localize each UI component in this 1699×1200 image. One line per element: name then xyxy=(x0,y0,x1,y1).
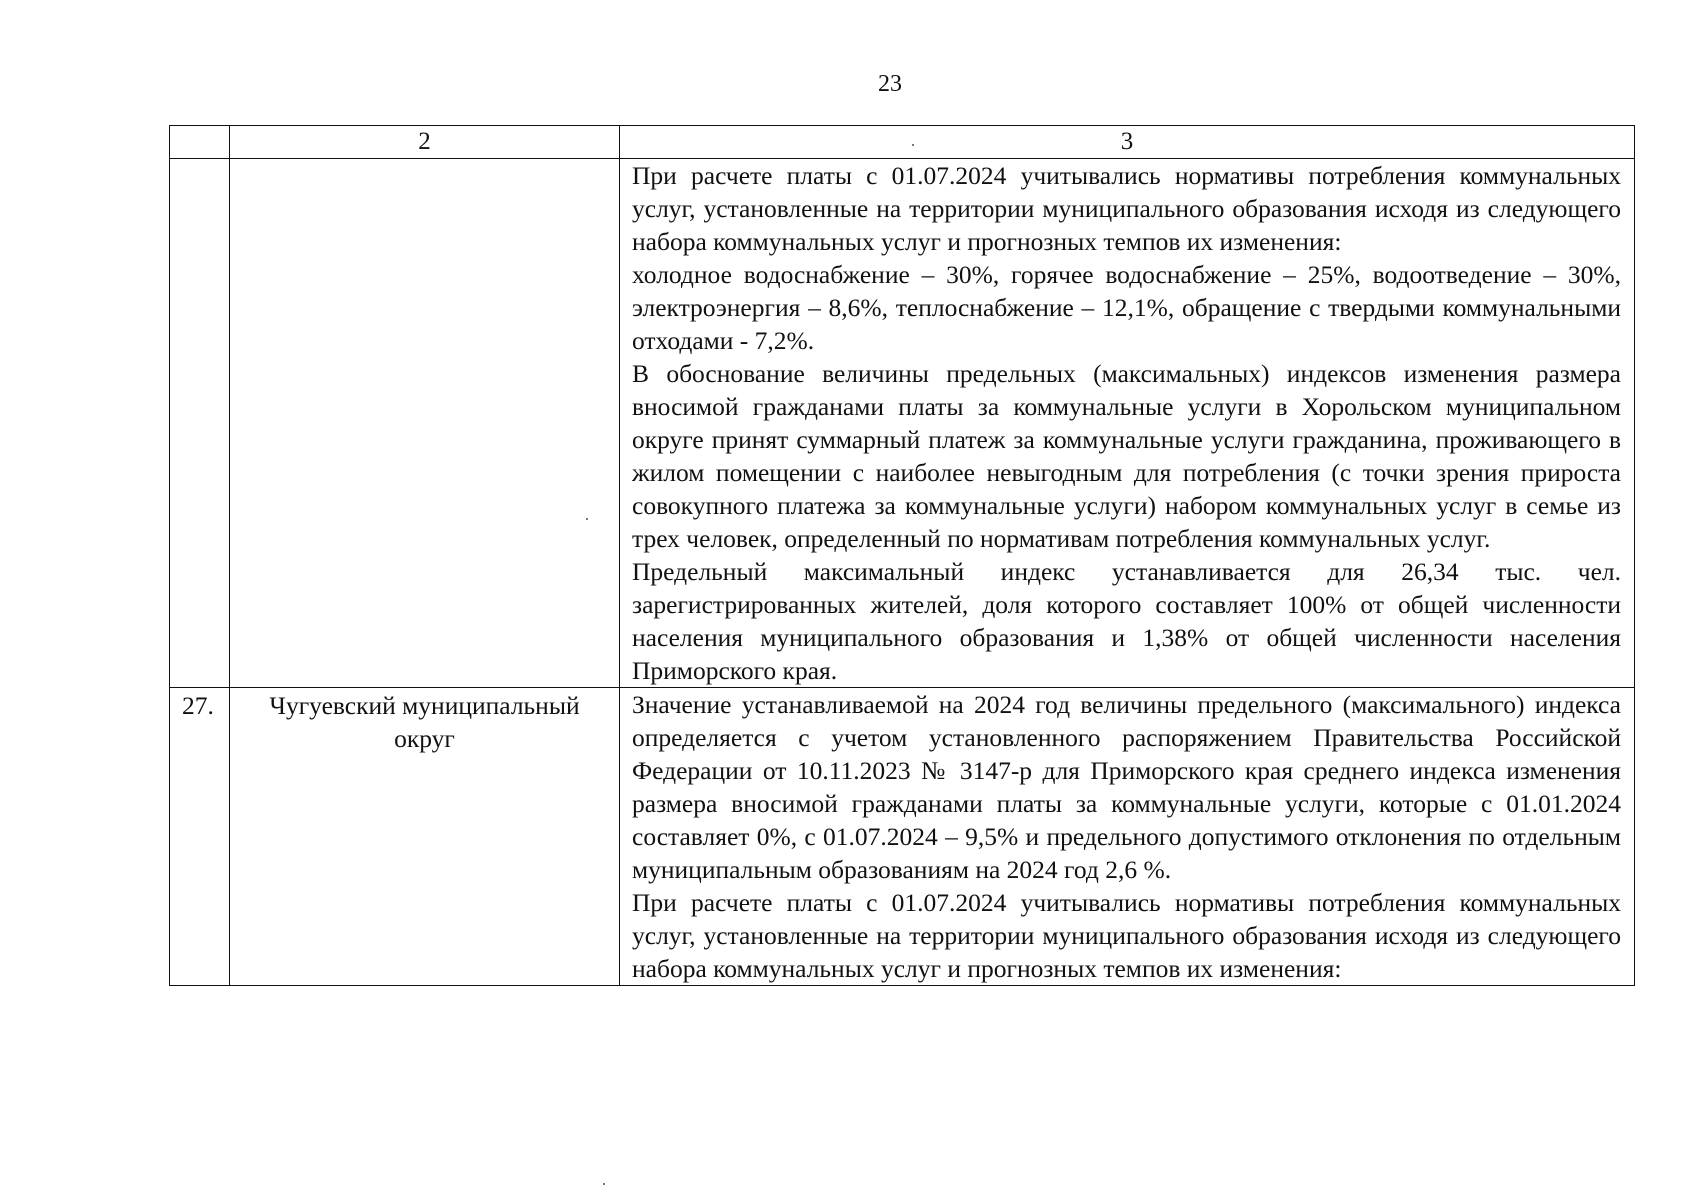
paragraph: Предельный максимальный индекс устанавливается для 26,34 тыс. чел. зарегистрированных жителей, доля которого составляет 100% от общей численности населения муниципального образования и 1,38% от общей численности населения Приморского края. xyxy=(632,557,1621,685)
header-cell-number xyxy=(170,126,230,159)
table-row xyxy=(170,159,1635,688)
paragraph: При расчете платы с 01.07.2024 учитывались нормативы потребления коммунальных услуг, установленные на территории муниципального образования исходя из следующего набора коммунальных услуг и прогнозных темпов их изменения: xyxy=(632,161,1621,256)
document-table xyxy=(169,125,1635,986)
row-number-cell: 27. xyxy=(170,688,230,986)
table-row xyxy=(170,688,1635,986)
row-name-cell xyxy=(230,159,620,688)
scan-speck xyxy=(603,1183,605,1185)
row-number-cell xyxy=(170,159,230,688)
header-cell-name: 2 xyxy=(230,126,620,159)
paragraph: холодное водоснабжение – 30%, горячее водоснабжение – 25%, водоотведение – 30%, электроэнергия – 8,6%, теплоснабжение – 12,1%, обращение с твердыми коммунальными отходами - 7,2%. xyxy=(632,260,1621,355)
row-text-cell xyxy=(620,159,1635,688)
row-text-cell xyxy=(620,688,1635,986)
table-header-row xyxy=(170,126,1635,159)
paragraph: При расчете платы с 01.07.2024 учитывались нормативы потребления коммунальных услуг, установленные на территории муниципального образования исходя из следующего набора коммунальных услуг и прогнозных темпов их изменения: xyxy=(632,888,1621,983)
page-number: 23 xyxy=(878,71,902,97)
paragraph: В обоснование величины предельных (максимальных) индексов изменения размера вносимой гражданами платы за коммунальные услуги в Хорольском муниципальном округе принят суммарный платеж за коммунальные услуги гражданина, проживающего в жилом помещении с наиболее невыгодным для потребления (с точки зрения прироста совокупного платежа за коммунальные услуги) набором коммунальных услуг в семье из трех человек, определенный по нормативам потребления коммунальных услуг. xyxy=(632,359,1621,553)
scan-speck xyxy=(586,518,588,520)
header-cell-text: 3 xyxy=(620,126,1635,159)
scan-speck xyxy=(912,144,914,146)
paragraph: Значение устанавливаемой на 2024 год величины предельного (максимального) индекса определяется с учетом установленного распоряжением Правительства Российской Федерации от 10.11.2023 № 3147-р для Приморского края среднего индекса изменения размера вносимой гражданами платы за коммунальные услуги, которые с 01.01.2024 составляет 0%, с 01.07.2024 – 9,5% и предельного допустимого отклонения по отдельным муниципальным образованиям на 2024 год 2,6 %. xyxy=(632,690,1621,884)
row-name-cell: Чугуевский муниципальный округ xyxy=(230,688,620,986)
